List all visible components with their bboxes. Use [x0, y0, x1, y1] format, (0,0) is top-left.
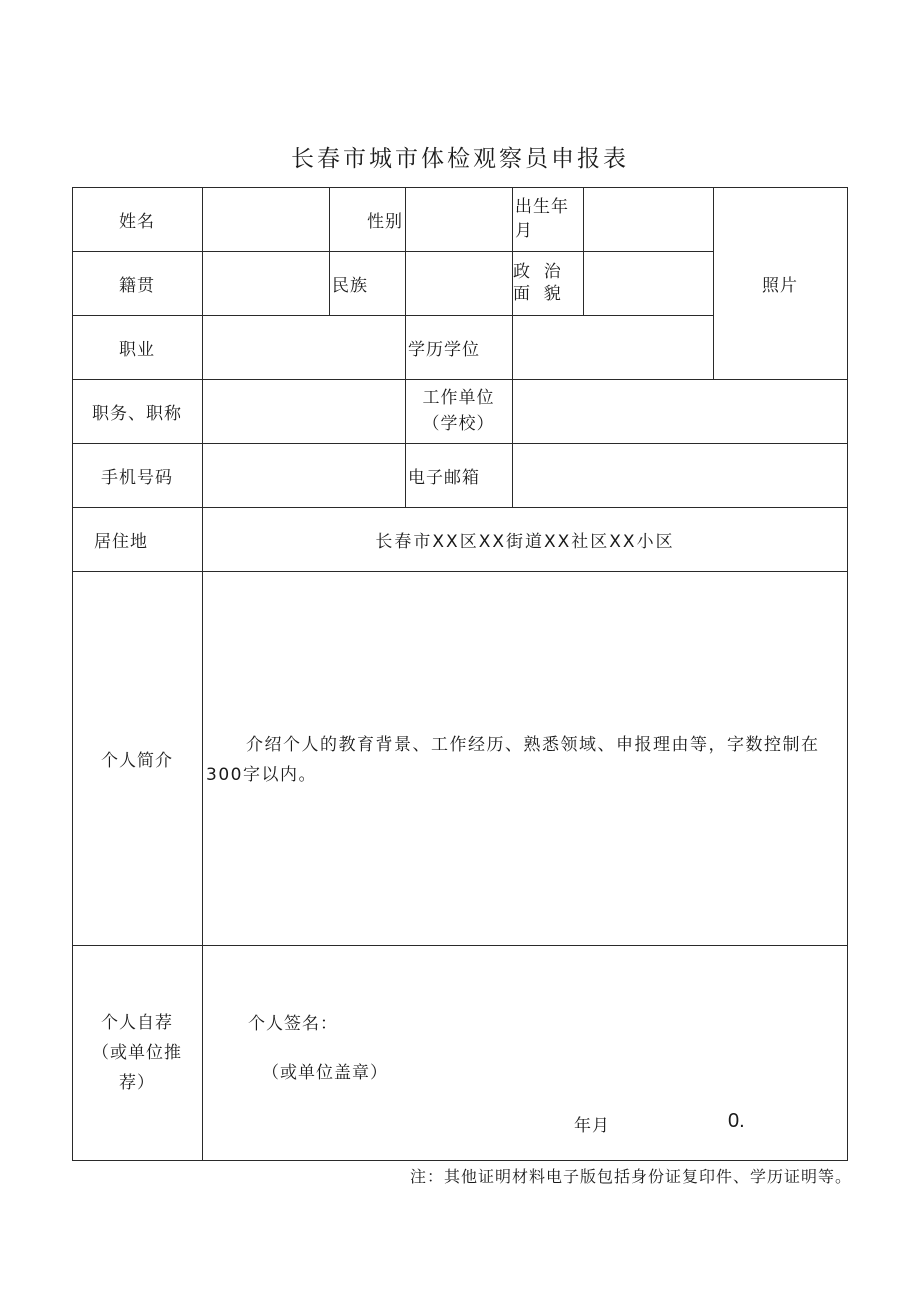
signature-label: 个人签名： [248, 1013, 338, 1034]
political-status-label [512, 251, 583, 315]
intro-label: 个人简介 [101, 750, 173, 771]
birth-field[interactable] [584, 188, 713, 251]
native-place-label: 籍贯 [119, 275, 155, 296]
political-status-field[interactable] [584, 252, 713, 315]
education-label: 学历学位 [408, 339, 480, 360]
photo-box[interactable] [713, 187, 847, 379]
footnote: 注：其他证明材料电子版包括身份证复印件、学历证明等。 [409, 1167, 852, 1186]
ethnicity-label: 民族 [332, 275, 368, 296]
occupation-field[interactable] [203, 316, 405, 379]
page-title: 长春市城市体检观察员申报表 [291, 146, 629, 172]
phone-field[interactable] [203, 444, 405, 507]
name-field[interactable] [203, 188, 329, 251]
birth-label-line2: 月 [515, 221, 533, 241]
workplace-label [405, 379, 512, 443]
native-place-field[interactable] [203, 252, 329, 315]
education-field[interactable] [513, 316, 713, 379]
date-value[interactable]: 0. [728, 1110, 745, 1132]
workplace-label-line2: （学校） [422, 414, 495, 434]
birth-label-line1: 出生年 [515, 197, 569, 217]
ethnicity-field[interactable] [406, 252, 512, 315]
date-label: 年月 [574, 1115, 610, 1136]
phone-label: 手机号码 [101, 467, 173, 488]
political-label-line1: 政 治 [513, 262, 562, 282]
gender-field[interactable] [406, 188, 512, 251]
occupation-label: 职业 [119, 339, 155, 360]
email-label: 电子邮箱 [408, 467, 480, 488]
position-title-field[interactable] [203, 380, 405, 443]
recommend-label [72, 945, 202, 1160]
workplace-field[interactable] [513, 380, 847, 443]
name-label: 姓名 [119, 211, 155, 232]
workplace-label-line1: 工作单位 [422, 388, 495, 408]
recommend-label-line3: 荐） [119, 1072, 155, 1093]
residence-field[interactable]: 长春市XX区XX街道XX社区XX小区 [375, 532, 675, 552]
email-field[interactable] [513, 444, 847, 507]
residence-label: 居住地 [94, 531, 148, 552]
position-title-label: 职务、职称 [92, 403, 182, 424]
stamp-label: （或单位盖章） [262, 1062, 388, 1083]
gender-label: 性别 [367, 211, 403, 232]
photo-label: 照片 [762, 275, 798, 296]
political-label-line2: 面 貌 [513, 284, 562, 304]
recommend-label-line2: （或单位推 [92, 1042, 182, 1063]
birth-label [512, 187, 583, 251]
intro-text[interactable]: 介绍个人的教育背景、工作经历、熟悉领域、申报理由等，字数控制在300字以内。 [206, 735, 820, 785]
recommend-label-line1: 个人自荐 [101, 1012, 173, 1033]
signature-field[interactable] [340, 1005, 640, 1037]
